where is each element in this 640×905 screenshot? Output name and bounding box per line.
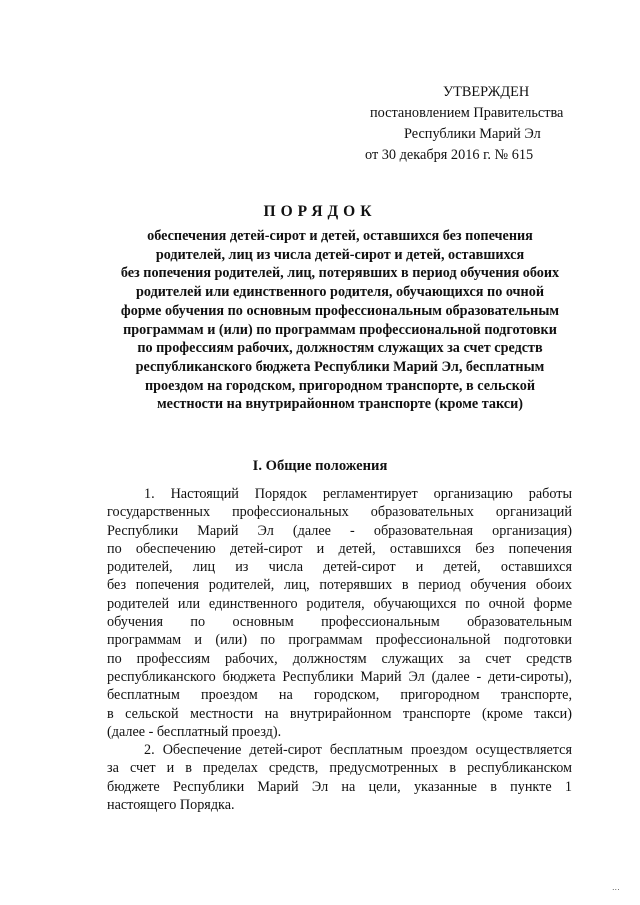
subtitle-line: обеспечения детей-сирот и детей, оставшихся без попечения: [147, 228, 533, 244]
paragraph-line: родителей, лиц из числа детей-сирот и детей, оставшихся: [107, 559, 572, 576]
paragraph-line: по профессиям рабочих, должностям служащих за счет средств: [107, 650, 572, 667]
document-subtitle: [100, 227, 580, 414]
subtitle-line: форме обучения по основным профессиональным образовательным: [120, 302, 560, 319]
scan-mark: ...: [612, 883, 620, 892]
document-title: ПОРЯДОК: [263, 203, 377, 220]
paragraph-line: государственных профессиональных образовательных организаций: [107, 504, 572, 521]
approval-by-resolution: постановлением Правительства: [370, 105, 564, 121]
paragraph-line: республиканского бюджета Республики Марий Эл (далее - дети-сироты),: [107, 668, 572, 685]
paragraph-line: программам и (или) по программам профессиональной подготовки: [107, 632, 572, 649]
subtitle-line: без попечения родителей, лиц, потерявших в период обучения обоих: [120, 265, 560, 282]
section-heading: I. Общие положения: [252, 458, 388, 474]
paragraph-line: Республики Марий Эл (далее - образовательная организация): [107, 522, 572, 539]
subtitle-line: программам и (или) по программам профессиональной подготовки: [123, 321, 557, 338]
approval-republic: Республики Марий Эл: [404, 126, 541, 142]
paragraph-line: в сельской местности на внутрирайонном транспорте (кроме такси): [107, 705, 572, 722]
paragraph-line: (далее - бесплатный проезд).: [107, 723, 282, 740]
paragraph-line: бесплатным проездом на городском, пригородном транспорте,: [107, 687, 572, 704]
subtitle-line: родителей, лиц из числа детей-сирот и детей, оставшихся: [155, 246, 525, 263]
subtitle-line: по профессиям рабочих, должностям служащих за счет средств: [137, 340, 543, 357]
paragraph-line: настоящего Порядка.: [107, 797, 235, 814]
subtitle-line: республиканского бюджета Республики Марий Эл, бесплатным: [135, 358, 545, 375]
paragraph-line: 1. Настоящий Порядок регламентирует организацию работы: [144, 486, 572, 502]
paragraph-line: родителей или единственного родителя, обучающихся по очной форме: [107, 595, 572, 612]
paragraph-line: без попечения родителей, лиц, потерявших в период обучения обоих: [107, 577, 572, 594]
subtitle-line: родителей или единственного родителя, обучающихся по очной: [136, 284, 544, 301]
paragraph-1: [107, 485, 572, 741]
approval-heading: УТВЕРЖДЕН: [443, 84, 530, 100]
paragraph-2: [107, 741, 572, 814]
document-body: [107, 485, 572, 814]
approval-stamp: [360, 82, 563, 166]
paragraph-line: за счет и в пределах средств, предусмотренных в республиканском: [107, 760, 572, 777]
paragraph-line: обучения по основным профессиональным образовательным: [107, 614, 572, 631]
approval-date-number: от 30 декабря 2016 г. № 615: [365, 147, 534, 163]
paragraph-line: по обеспечению детей-сирот и детей, оставшихся без попечения: [107, 540, 572, 557]
subtitle-line: местности на внутрирайонном транспорте (кроме такси): [157, 396, 523, 413]
paragraph-line: 2. Обеспечение детей-сирот бесплатным проездом осуществляется: [144, 742, 572, 759]
paragraph-line: бюджете Республики Марий Эл на цели, указанные в пункте 1: [107, 778, 572, 795]
subtitle-line: проездом на городском, пригородном транспорте, в сельской: [144, 377, 536, 394]
